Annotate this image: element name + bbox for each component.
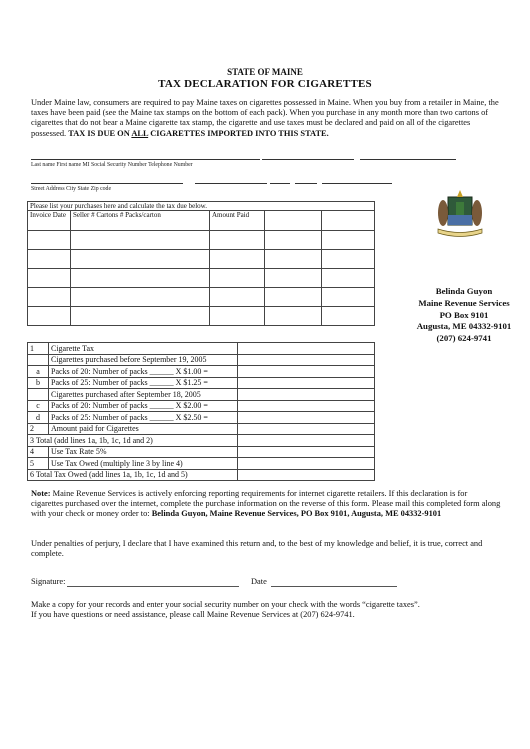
purchase-cell[interactable] <box>28 269 71 288</box>
note-paragraph <box>31 489 501 520</box>
state-field-line[interactable] <box>270 183 290 184</box>
form-title: TAX DECLARATION FOR CIGARETTES <box>158 78 372 90</box>
line-number: d <box>28 412 49 424</box>
city-field-line[interactable] <box>195 183 267 184</box>
line-text: 6 Total Tax Owed (add lines 1a, 1b, 1c, 1d and 5) <box>28 469 238 481</box>
purchases-table <box>27 201 375 326</box>
purchases-instruction: Please list your purchases here and calculate the tax due below. <box>28 202 375 211</box>
line-number <box>28 354 49 366</box>
perjury-statement: Under penalties of perjury, I declare that I have examined this return and, to the best of my knowledge and belief, it is true, correct and complete. <box>31 539 483 559</box>
purchase-cell[interactable] <box>210 231 265 250</box>
purchase-cell[interactable] <box>322 269 375 288</box>
line-text: Packs of 20: Number of packs ______ X $2.00 = <box>49 400 238 412</box>
line-amount[interactable] <box>238 469 375 481</box>
line-amount[interactable] <box>238 377 375 389</box>
line-text: Packs of 25: Number of packs ______ X $1.25 = <box>49 377 238 389</box>
purchase-cell[interactable] <box>265 307 322 326</box>
purchase-cell[interactable] <box>28 231 71 250</box>
purchase-cell[interactable] <box>71 307 210 326</box>
phone-field-line[interactable] <box>360 159 456 160</box>
footer-line-2: If you have questions or need assistance, please call Maine Revenue Services at (207) 624-9741. <box>31 610 355 619</box>
purchase-cell[interactable] <box>71 288 210 307</box>
header-seller: Seller # Cartons # Packs/carton <box>71 211 210 231</box>
line-text: Use Tax Rate 5% <box>49 446 238 458</box>
intro-text: Under Maine law, consumers are required to pay Maine taxes on cigarettes possessed in Maine. When you buy from a retailer in Maine, the taxes have been paid (see the Maine tax stamps on the bottom of each pack). When you purchase in any month more than two cartons of cigarettes that do not bear a Maine cigarette tax stamp, the cigarette and use taxes must be declared and paid on all of the cigarettes possessed. <box>31 98 499 138</box>
intro-bold-all: ALL <box>131 128 149 138</box>
purchase-cell[interactable] <box>28 307 71 326</box>
line-text: Amount paid for Cigarettes <box>49 423 238 435</box>
line-text: Packs of 20: Number of packs ______ X $1.00 = <box>49 366 238 378</box>
purchase-cell[interactable] <box>210 307 265 326</box>
address-phone: (207) 624-9741 <box>436 333 492 344</box>
intro-bold-b: CIGARETTES IMPORTED INTO THIS STATE. <box>148 128 329 138</box>
purchase-cell[interactable] <box>28 288 71 307</box>
line-amount[interactable] <box>238 412 375 424</box>
line-text: Cigarettes purchased after September 18, 2005 <box>49 389 238 401</box>
mailing-address <box>402 286 526 345</box>
purchase-cell[interactable] <box>210 250 265 269</box>
line-number: c <box>28 400 49 412</box>
note-label: Note: <box>31 489 51 498</box>
line-amount[interactable] <box>238 354 375 366</box>
address-name: Belinda Guyon <box>435 286 493 296</box>
line-amount[interactable] <box>238 446 375 458</box>
line-amount[interactable] <box>238 366 375 378</box>
purchase-cell[interactable] <box>71 269 210 288</box>
line-number: b <box>28 377 49 389</box>
footer-line-1: Make a copy for your records and enter your social security number on your check with the words “cigarette taxes”. <box>31 600 420 609</box>
zip-field-line-b[interactable] <box>322 183 392 184</box>
purchase-cell[interactable] <box>210 288 265 307</box>
line-number: 1 <box>28 343 49 355</box>
line-text: Packs of 25: Number of packs ______ X $2.50 = <box>49 412 238 424</box>
line-amount[interactable] <box>238 343 375 355</box>
note-bold-address: Belinda Guyon, Maine Revenue Services, PO Box 9101, Augusta, ME 04332-9101 <box>151 509 442 519</box>
purchase-cell[interactable] <box>322 307 375 326</box>
line-number: 4 <box>28 446 49 458</box>
zip-field-line-a[interactable] <box>295 183 317 184</box>
line-number: a <box>28 366 49 378</box>
header-col4 <box>265 211 322 231</box>
line-amount[interactable] <box>238 400 375 412</box>
purchase-cell[interactable] <box>265 250 322 269</box>
line-text: Cigarettes purchased before September 19, 2005 <box>49 354 238 366</box>
purchase-cell[interactable] <box>210 269 265 288</box>
address-field-labels: Street Address City State Zip code <box>31 186 112 192</box>
purchase-cell[interactable] <box>322 231 375 250</box>
address-org: Maine Revenue Services <box>418 297 510 308</box>
line-number: 5 <box>28 458 49 470</box>
line-amount[interactable] <box>238 435 375 447</box>
header-amount-paid: Amount Paid <box>210 211 265 231</box>
purchase-cell[interactable] <box>28 250 71 269</box>
ssn-field-line-b[interactable] <box>262 159 354 160</box>
intro-bold-a: TAX IS DUE ON <box>68 128 132 138</box>
note-text: Maine Revenue Services is actively enforcing reporting requirements for internet cigarette retailers. If this declaration is for cigarettes purchased over the internet, complete the purchase information on the reverse of this form. Please mail this completed form along with your check or money order to: <box>31 489 501 519</box>
line-amount[interactable] <box>238 423 375 435</box>
signature-label: Signature: <box>31 577 66 586</box>
maine-seal-icon <box>434 188 486 240</box>
address-box: PO Box 9101 <box>439 309 489 320</box>
purchase-cell[interactable] <box>71 250 210 269</box>
purchase-cell[interactable] <box>265 269 322 288</box>
purchase-cell[interactable] <box>265 288 322 307</box>
line-text: 3 Total (add lines 1a, 1b, 1c, 1d and 2) <box>28 435 238 447</box>
purchase-cell[interactable] <box>322 250 375 269</box>
state-heading: STATE OF MAINE <box>227 67 303 77</box>
date-label: Date <box>251 577 267 586</box>
line-text: Use Tax Owed (multiply line 3 by line 4) <box>49 458 238 470</box>
header-invoice-date: Invoice Date <box>28 211 71 231</box>
intro-paragraph <box>31 98 501 139</box>
header-col5 <box>322 211 375 231</box>
street-field-line[interactable] <box>31 183 183 184</box>
line-amount[interactable] <box>238 458 375 470</box>
purchase-cell[interactable] <box>265 231 322 250</box>
tax-calculation-table <box>27 342 375 481</box>
address-city: Augusta, ME 04332-9101 <box>416 321 512 332</box>
ssn-field-line-a[interactable] <box>244 159 260 160</box>
date-line[interactable] <box>271 586 397 587</box>
name-field-line[interactable] <box>31 159 256 160</box>
line-number <box>28 389 49 401</box>
purchase-cell[interactable] <box>71 231 210 250</box>
line-number: 2 <box>28 423 49 435</box>
signature-line[interactable] <box>67 586 239 587</box>
line-amount[interactable] <box>238 389 375 401</box>
purchase-cell[interactable] <box>322 288 375 307</box>
name-field-labels: Last name First name MI Social Security Number Telephone Number <box>31 162 193 168</box>
line-text: Cigarette Tax <box>49 343 238 355</box>
